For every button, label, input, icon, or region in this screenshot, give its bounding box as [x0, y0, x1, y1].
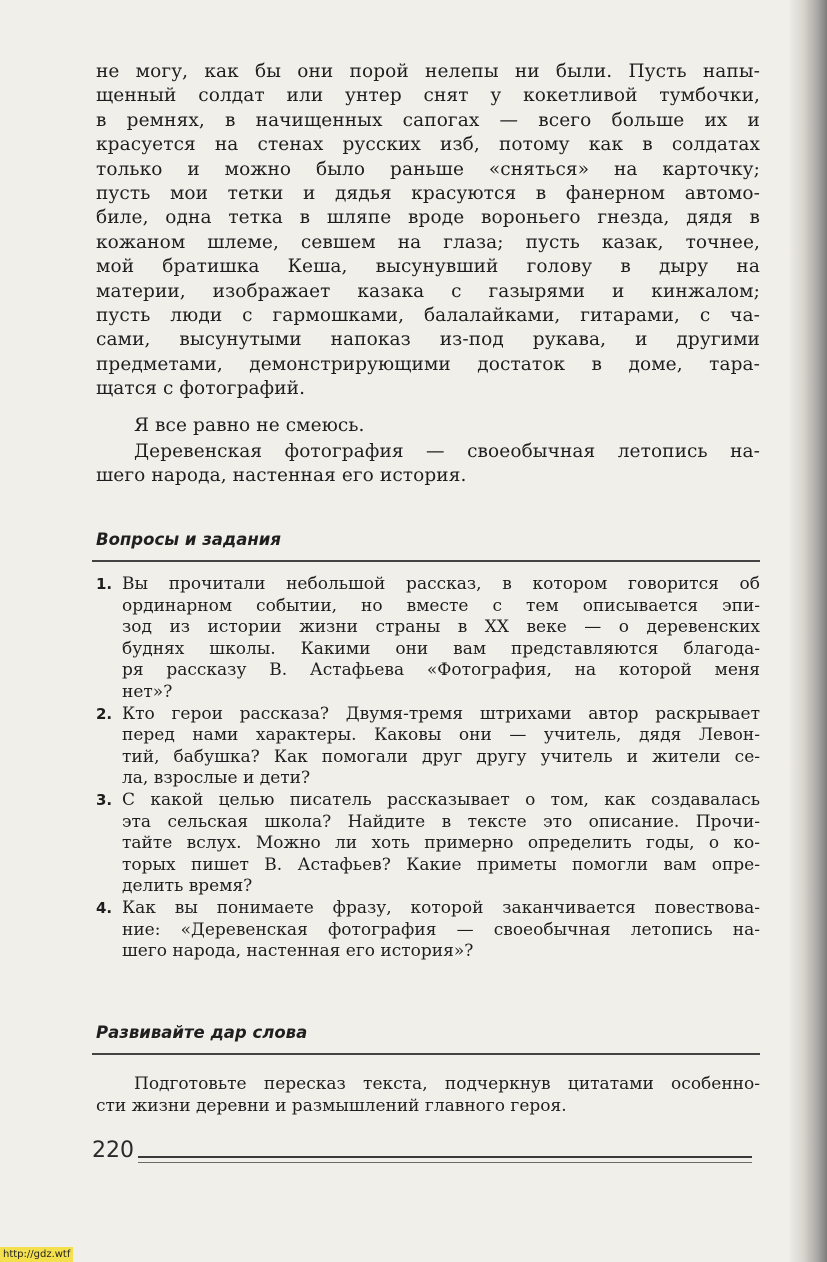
question-line: нет»? [122, 681, 173, 702]
question-line: С какой целью писатель рассказывает о том, как создавалась [122, 789, 760, 810]
question-line: делить время? [122, 876, 253, 897]
speech-divider [92, 1053, 760, 1055]
text-line: пусть мои тетки и дядья красуются в фанерном автомо- [96, 183, 760, 205]
questions-divider [92, 560, 760, 562]
question-number: 4. [96, 898, 113, 917]
question-item [96, 704, 760, 790]
text-line: кожаном шлеме, севшем на глаза; пусть казак, точнее, [96, 231, 760, 253]
question-line: шего народа, настенная его история»? [122, 941, 474, 962]
text-line: материи, изображает казака с газырями и кинжалом; [96, 280, 760, 302]
speech-heading: Развивайте дар слова [96, 1023, 308, 1042]
body-paragraph-2 [96, 414, 760, 438]
text-line: не могу, как бы они порой нелепы ни были. Пусть напы- [96, 61, 760, 82]
question-number: 2. [96, 704, 113, 723]
question-line: тайте вслух. Можно ли хоть примерно определить годы, о ко- [122, 833, 760, 854]
question-line: торых пишет В. Астафьев? Какие приметы помогли вам опре- [122, 854, 760, 875]
text-line: биле, одна тетка в шляпе вроде вороньего гнезда, дядя в [96, 207, 760, 229]
question-line: Вы прочитали небольшой рассказ, в котором говорится об [122, 574, 760, 594]
text-line: Деревенская фотография — своеобычная летопись на- [134, 441, 760, 462]
question-line: буднях школы. Какими они вам представляются благода- [122, 638, 760, 659]
question-number: 1. [96, 575, 113, 593]
question-line: ние: «Деревенская фотография — своеобычная летопись на- [122, 919, 760, 940]
question-line: перед нами характеры. Каковы они — учитель, дядя Левон- [122, 725, 760, 746]
question-line: ря рассказу В. Астафьева «Фотография, на которой меня [122, 660, 760, 681]
text-line: Я все равно не смеюсь. [134, 415, 365, 436]
body-paragraph-3 [96, 440, 760, 489]
text-line: щенный солдат или унтер снят у кокетливой тумбочки, [96, 85, 760, 107]
body-paragraph-1 [96, 60, 760, 402]
text-line: щатся с фотографий. [96, 378, 306, 400]
text-line: шего народа, настенная его история. [96, 465, 467, 487]
page-binding-shadow [790, 0, 827, 1262]
question-line: ординарном событии, но вместе с тем описывается эпи- [122, 595, 760, 616]
question-number: 3. [96, 790, 113, 809]
task-line: сти жизни деревни и размышлений главного героя. [96, 1096, 567, 1116]
question-item [96, 898, 760, 963]
question-line: эта сельская школа? Найдите в тексте это описание. Прочи- [122, 811, 760, 832]
questions-heading: Вопросы и задания [96, 530, 281, 549]
questions-list [96, 574, 760, 963]
question-item [96, 790, 760, 898]
watermark-link[interactable]: http://gdz.wtf [0, 1247, 73, 1262]
text-line: мой братишка Кеша, высунувший голову в дыру на [96, 256, 760, 278]
text-line: красуется на стенах русских изб, потому как в солдатах [96, 134, 760, 156]
question-line: Кто герои рассказа? Двумя-тремя штрихами автор раскрывает [122, 703, 760, 724]
text-line: предметами, демонстрирующими достаток в доме, тара- [96, 353, 760, 375]
question-line: Как вы понимаете фразу, которой заканчивается повествова- [122, 897, 760, 918]
task-line: Подготовьте пересказ текста, подчеркнув цитатами особенно- [134, 1074, 760, 1094]
question-line: тий, бабушка? Как помогали друг другу учитель и жители се- [122, 746, 760, 767]
question-line: ла, взрослые и дети? [122, 768, 311, 789]
text-line: в ремнях, в начищенных сапогах — всего больше их и [96, 109, 760, 131]
text-line: пусть люди с гармошками, балалайками, гитарами, с ча- [96, 305, 760, 327]
page-number: 220 [92, 1138, 134, 1163]
question-line: зод из истории жизни страны в XX веке — о деревенских [122, 617, 760, 638]
footer-rule [138, 1162, 752, 1163]
text-line: только и можно было раньше «сняться» на карточку; [96, 158, 760, 180]
speech-task [96, 1073, 760, 1117]
question-item [96, 574, 760, 704]
footer-rule [138, 1156, 752, 1158]
text-line: сами, высунутыми напоказ из-под рукава, и другими [96, 329, 760, 351]
